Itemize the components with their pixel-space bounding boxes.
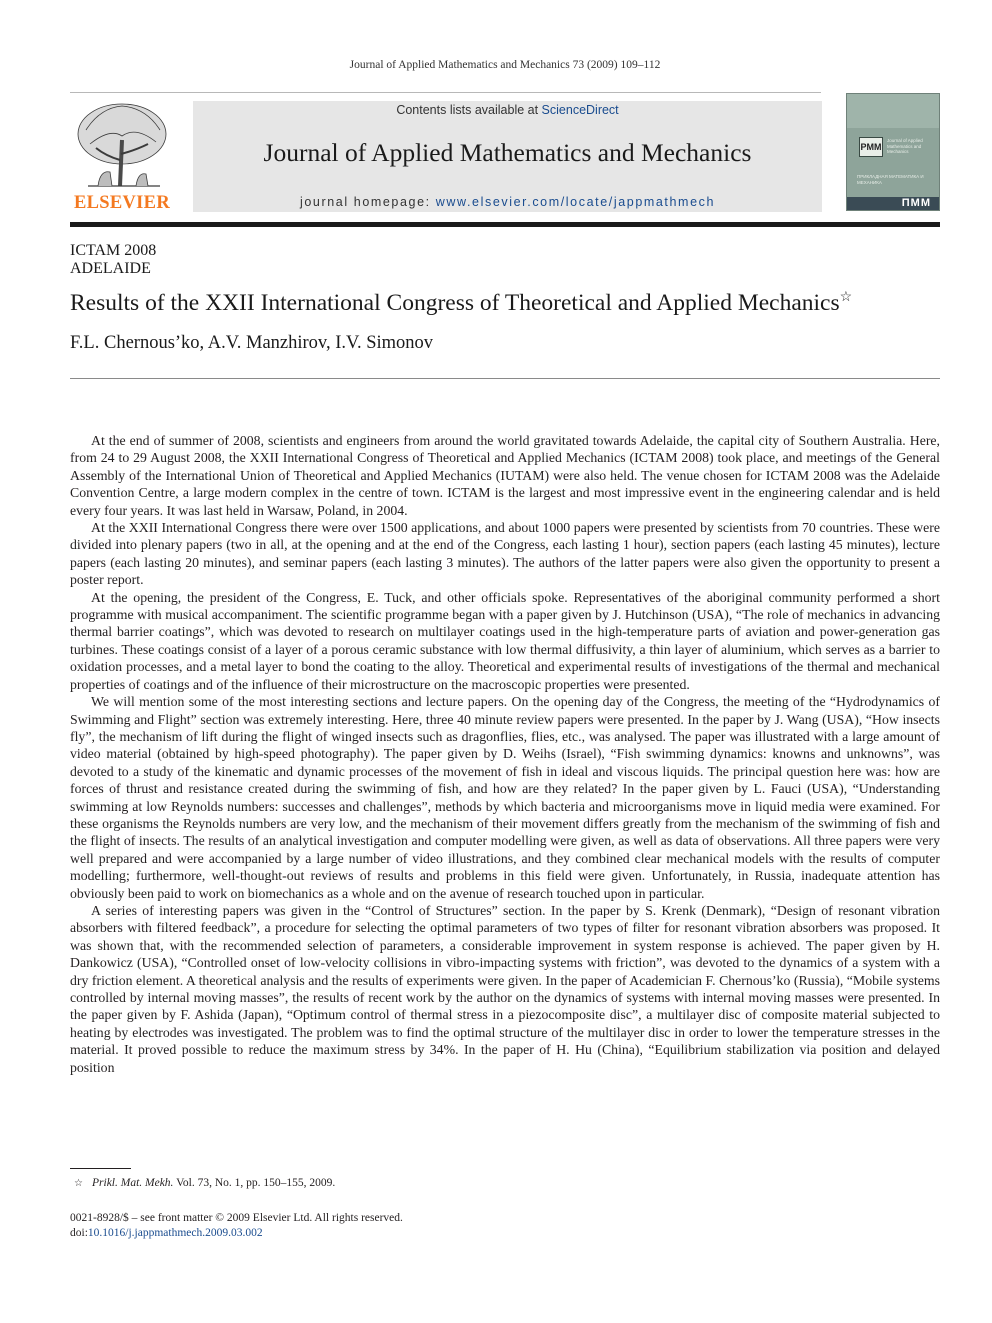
footnote-journal: Prikl. Mat. Mekh. <box>92 1177 174 1189</box>
homepage-prefix: journal homepage: <box>299 195 436 209</box>
sciencedirect-link[interactable]: ScienceDirect <box>541 103 619 117</box>
footnote <box>74 1177 335 1189</box>
footnote-rule <box>70 1168 131 1169</box>
header-divider <box>70 92 821 93</box>
cover-bottom-label: ПММ <box>901 197 931 209</box>
cover-bottom-band <box>847 197 939 210</box>
title-divider <box>70 378 940 379</box>
body-paragraph: At the XXII International Congress there were over 1500 applications, and about 1000 papers were presented by scientists from 70 countries. These were divided into plenary papers (two in all, at the opening and at the end of the Congress, each lasting 1 hour), section papers (each lasting 45 minutes), lecture papers (each lasting 20 minutes), and seminar papers (each lasting 3 minutes). The authors of the latter papers were also given the opportunity to present a poster report. <box>70 520 940 588</box>
body-paragraph: A series of interesting papers was given in the “Control of Structures” section. In the paper by S. Krenk (Denmark), “Design of resonant vibration absorbers with filtered feedback”, a procedure for selecting the optimal parameters of two types of filter for resonant vibration absorbers was proposed. It was shown that, with the recommended selection of parameters, a considerable improvement in system response is achieved. The paper given by H. Dankowicz (USA), “Controlled onset of low-velocity collisions in vibro-impacting systems with friction”, was devoted to the dynamics of a system with a dry friction element. A theoretical analysis and the results of experiments were given. In the paper of Academician F. Chernous’ko (Russia), “Mobile systems controlled by internal moving masses”, the results of recent work by the author on the dynamics of systems with internal moving masses were presented. In the paper given by F. Ashida (Japan), “Optimum control of thermal stress in a piezocomposite disc”, a multilayer disc of composite material subjected to heating by electrodes was investigated. The problem was to find the optimal structure of the multilayer disc in order to lower the temperature stresses in the material. It proved possible to reduce the maximum stress by 34%. In the paper of H. Hu (China), “Equilibrium stabilization via position and delayed position <box>70 902 940 1075</box>
cover-top-band <box>847 94 939 128</box>
running-head: Journal of Applied Mathematics and Mechanics 73 (2009) 109–112 <box>349 59 661 71</box>
doi-link[interactable]: 10.1016/j.jappmathmech.2009.03.002 <box>87 1227 263 1239</box>
contents-prefix: Contents lists available at <box>396 103 542 117</box>
body-paragraph: We will mention some of the most interesting sections and lecture papers. On the opening day of the Congress, the meeting of the “Hydrodynamics of Swimming and Flight” section was extremely interesting. Here, three 40 minute review papers were presented. In the paper by J. Wang (USA), “How insects fly”, the mechanism of lift during the flight of winged insects such as dragonflies, flies, etc., was analysed. The paper was illustrated with a large amount of video material (obtained by high-speed photography). The paper given by D. Weihs (Israel), “Fish swimming dynamics: knowns and unknowns”, was devoted to a study of the kinematic and dynamic processes of the movement of fish in ideal and viscous liquids. The principal question here was: how are forces of thrust and resistance created during the swimming of fish, and how are they related? In the paper given by L. Fauci (USA), “Understanding swimming at low Reynolds numbers: successes and challenges”, methods by which bacteria and microorganisms move in liquid media were examined. For these organisms the Reynolds numbers are very low, and the mechanism of their movement differs greatly from the mechanism of the swimming of fish and the flight of insects. The results of an analytical investigation and computer modelling were given, as well as data of observations. All three papers were very well prepared and were accompanied by a large number of video illustrations, and they combined clear mechanical models with the results of computer modelling; furthermore, well-thought-out reviews of results and problems in this field were given. Unfortunately, in Russia, inadequate attention has obviously been paid to work on biomechanics as a whole and on the avenue of research touched upon in particular. <box>70 694 940 901</box>
contents-line <box>193 103 822 117</box>
article-body <box>70 432 940 1076</box>
cover-russian-title: ПРИКЛАДНАЯ МАТЕМАТИКА И МЕХАНИКА <box>857 174 924 185</box>
conference-location: ADELAIDE <box>70 260 151 277</box>
doi-prefix: doi: <box>70 1227 88 1239</box>
author-list: F.L. Chernous’ko, A.V. Manzhirov, I.V. Simonov <box>70 333 434 353</box>
cover-english-title: Journal of Applied Mathematics and Mechanics <box>887 138 923 154</box>
journal-banner <box>193 101 822 212</box>
journal-title: Journal of Applied Mathematics and Mechanics <box>263 138 752 167</box>
conference-name: ICTAM 2008 <box>70 242 157 259</box>
copyright-line: 0021-8928/$ – see front matter © 2009 Elsevier Ltd. All rights reserved. <box>70 1212 403 1224</box>
article-title-text: Results of the XXII International Congress of Theoretical and Applied Mechanics <box>70 289 840 316</box>
elsevier-wordmark: ELSEVIER <box>74 193 170 213</box>
title-footnote-mark[interactable]: ☆ <box>839 290 853 305</box>
journal-cover-thumbnail <box>846 93 940 211</box>
homepage-link[interactable]: www.elsevier.com/locate/jappmathmech <box>435 195 716 209</box>
article-title <box>70 289 852 317</box>
masthead-rule <box>70 222 940 227</box>
homepage-line <box>193 195 822 209</box>
footnote-mark: ☆ <box>74 1178 83 1189</box>
doi-line <box>70 1227 263 1239</box>
cover-abbr: PMM <box>859 137 883 157</box>
body-paragraph: At the opening, the president of the Congress, E. Tuck, and other officials spoke. Representatives of the aboriginal community performed a short programme with musical accompaniment. The scientific programme began with a paper given by J. Hutchinson (USA), “The role of mechanics in advancing thermal barrier coatings”, which was devoted to research on multilayer coatings used in the high-temperature parts of aviation and power-generation gas turbines. These coatings consist of a layer of a porous ceramic substance with low thermal diffusivity, a thin layer of aluminium, which serves as a barrier to oxidation processes, and a metal layer to bond the coating to the alloy. Theoretical and experimental results of investigations of the thermal and mechanical properties of coatings and of the influence of their microstructure on the macroscopic properties were presented. <box>70 589 940 692</box>
body-paragraph: At the end of summer of 2008, scientists and engineers from around the world gravitated towards Adelaide, the capital city of Southern Australia. Here, from 24 to 29 August 2008, the XXII International Congress of Theoretical and Applied Mechanics (ICTAM 2008) took place, and meetings of the General Assembly of the International Union of Theoretical and Applied Mechanics (IUTAM) were also held. The venue chosen for ICTAM 2008 was the Adelaide Convention Centre, a large modern complex in the centre of town. ICTAM is the largest and most impressive event in the engineering calendar and is held every four years. It was last held in Warsaw, Poland, in 2004. <box>70 433 940 518</box>
footnote-citation: Vol. 73, No. 1, pp. 150–155, 2009. <box>173 1177 336 1189</box>
